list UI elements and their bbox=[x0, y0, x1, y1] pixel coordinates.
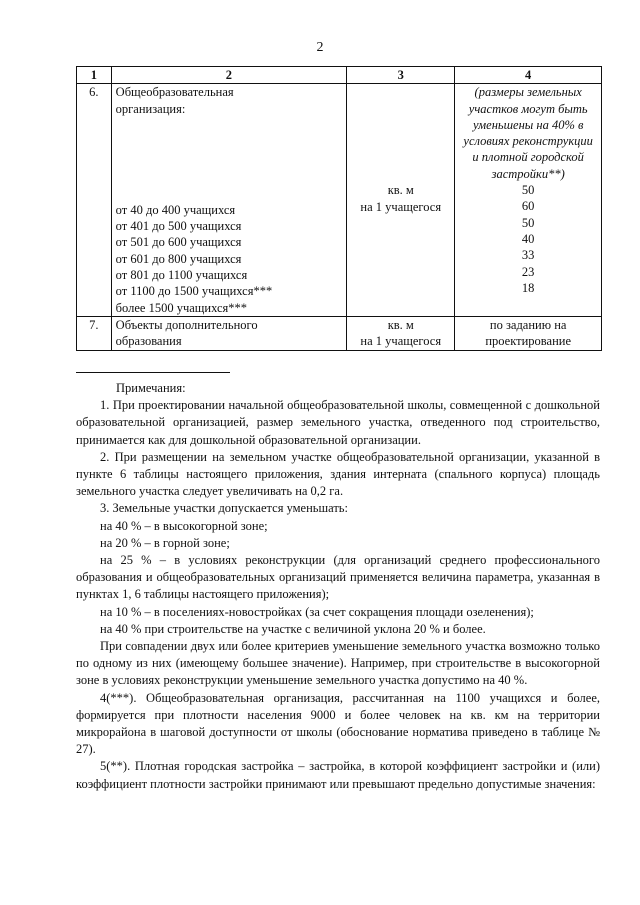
subrow-label: от 1100 до 1500 учащихся*** bbox=[115, 284, 273, 299]
norms-table bbox=[76, 66, 602, 351]
row-name: Объекты дополнительного образования bbox=[111, 316, 347, 350]
page-number: 2 bbox=[316, 40, 324, 55]
table-header-row bbox=[77, 67, 602, 84]
row-name-cell bbox=[111, 84, 347, 317]
row-name: Общеобразовательная организация: bbox=[115, 85, 234, 116]
note-3-paragraph: При совпадении двух или более критериев уменьшение земельного участка возможно только по одному из них (имеющему большее значение). Например, при строительстве в высокогорной зоне в условиях реконструкции уменьшение земельного участка допустимо на 40 %. bbox=[76, 639, 600, 688]
subrow-label: от 801 до 1100 учащихся bbox=[115, 268, 248, 283]
unit-cell bbox=[347, 84, 455, 317]
row-value: по заданию на проектирование bbox=[455, 316, 602, 350]
header-col-3: 3 bbox=[347, 67, 455, 84]
note-2: 2. При размещении на земельном участке общеобразовательной организации, указанной в пункте 6 таблицы настоящего приложения, здания интерната (спального корпуса) площадь земельного участка следует увеличивать на 0,2 га. bbox=[76, 449, 600, 499]
subrow-value: 33 bbox=[521, 248, 535, 263]
note-3-item: на 25 % – в условиях реконструкции (для организаций среднего профессионального образования и общеобразовательных организаций применяется величина параметра, указанная в пунктах 1, 6 таблицы настоящего приложения); bbox=[76, 553, 600, 602]
header-col-1: 1 bbox=[77, 67, 112, 84]
unit-text: кв. м на 1 учащегося bbox=[360, 183, 442, 214]
subrow-label: от 501 до 600 учащихся bbox=[115, 235, 242, 250]
subrow-value: 18 bbox=[521, 280, 535, 295]
note-4: 4(***). Общеобразовательная организация, рассчитанная на 1100 учащихся и более, формируется при плотности населения 9000 и более человек на кв. км на территории микрорайона в шаговой доступности от школы (обоснование норматива приведено в таблице № 27). bbox=[76, 690, 600, 757]
row-number: 7. bbox=[77, 316, 112, 350]
row-number: 6. bbox=[77, 84, 112, 317]
subrow-value: 60 bbox=[521, 199, 535, 214]
subrow-value: 50 bbox=[521, 215, 535, 230]
reduction-note: (размеры земельных участков могут быть уменьшены на 40% в условиях реконструкции и плотной городской застройки**) bbox=[463, 85, 593, 181]
subrow-value: 23 bbox=[521, 264, 535, 279]
note-3-item: на 10 % – в поселениях-новостройках (за счет сокращения площади озеленения); bbox=[100, 604, 534, 619]
unit-text: кв. м на 1 учащегося bbox=[347, 316, 455, 350]
subrow-label: от 401 до 500 учащихся bbox=[115, 219, 242, 234]
table-row bbox=[77, 84, 602, 317]
notes-section bbox=[76, 380, 600, 793]
header-col-4: 4 bbox=[455, 67, 602, 84]
note-5: 5(**). Плотная городская застройка – застройка, в которой коэффициент застройки и (или) коэффициент плотности застройки принимают или превышают предельно допустимые значения: bbox=[76, 759, 600, 791]
subrow-value: 50 bbox=[521, 183, 535, 198]
subrow-label: более 1500 учащихся*** bbox=[115, 300, 248, 315]
header-col-2: 2 bbox=[111, 67, 347, 84]
subrow-label: от 601 до 800 учащихся bbox=[115, 251, 242, 266]
note-3-item: на 40 % при строительстве на участке с величиной уклона 20 % и более. bbox=[100, 621, 486, 636]
note-3-item: на 40 % – в высокогорной зоне; bbox=[100, 518, 268, 533]
subrow-value: 40 bbox=[521, 231, 535, 246]
notes-title: Примечания: bbox=[116, 381, 186, 395]
subrow-label: от 40 до 400 учащихся bbox=[115, 202, 236, 217]
note-3-item: на 20 % – в горной зоне; bbox=[100, 535, 230, 550]
note-1: 1. При проектировании начальной общеобразовательной школы, совмещенной с дошкольной образовательной организацией, размер земельного участка, отведенного под строительство, принимается как для дошкольной образовательной организации. bbox=[76, 398, 600, 447]
footnote-divider bbox=[76, 372, 230, 373]
value-cell bbox=[455, 84, 602, 317]
note-3: 3. Земельные участки допускается уменьшать: bbox=[100, 501, 348, 516]
table-row bbox=[77, 316, 602, 350]
